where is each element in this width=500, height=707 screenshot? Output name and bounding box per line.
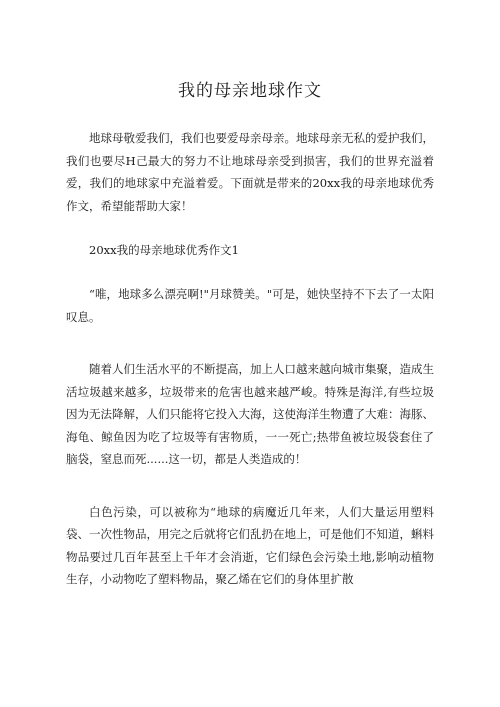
document-title: 我的母亲地球作文 (178, 81, 322, 101)
spacer (66, 261, 434, 283)
spacer (66, 328, 434, 358)
spacer (66, 471, 434, 501)
spacer (66, 217, 434, 239)
paragraph-3: 白色污染，可以被称为“地球的病魔近几年来，人们大量运用塑料袋、一次性物品，用完之后就将它们乱扔在地上，可是他们不知道，蝌料物品要过几百年甚至上千年才会消逝，它们绿色会污染土地,影响动植物生存，小动物吃了塑料物品，聚乙烯在它们的身体里扩散 (66, 504, 434, 586)
paragraph-1: “唯，地球多么漂亮啊!"月球赞美。"可是，她快坚持不下去了一太阳叹息。 (66, 287, 434, 324)
intro-paragraph: 地球母敬爱我们，我们也要爱母亲母亲。地球母亲无私的爱护我们，我们也要尽H己最大的努力不让地球母亲受到损害，我们的世界充溢着爱，我们的地球家中充溢着爱。下面就是带来的20xx我的母亲地球优秀作文，希望能帮助大家！ (66, 131, 434, 213)
essay-subtitle: 20xx我的母亲地球优秀作文1 (89, 243, 239, 257)
paragraph-2: 随着人们生活水平的不断提高，加上人口越来越向城市集聚，造成生活垃圾越来越多，垃圾带来的危害也越来越严峻。特殊是海洋,有些垃圾因为无法降解，人们只能将它投入大海，这使海洋生物遭了大难：海豚、海龟、鲸鱼因为吃了垃圾等有害物质，一一死亡;热带鱼被垃圾袋套住了脑袋，窒息而死......这一切，都是人类造成的！ (66, 362, 434, 466)
